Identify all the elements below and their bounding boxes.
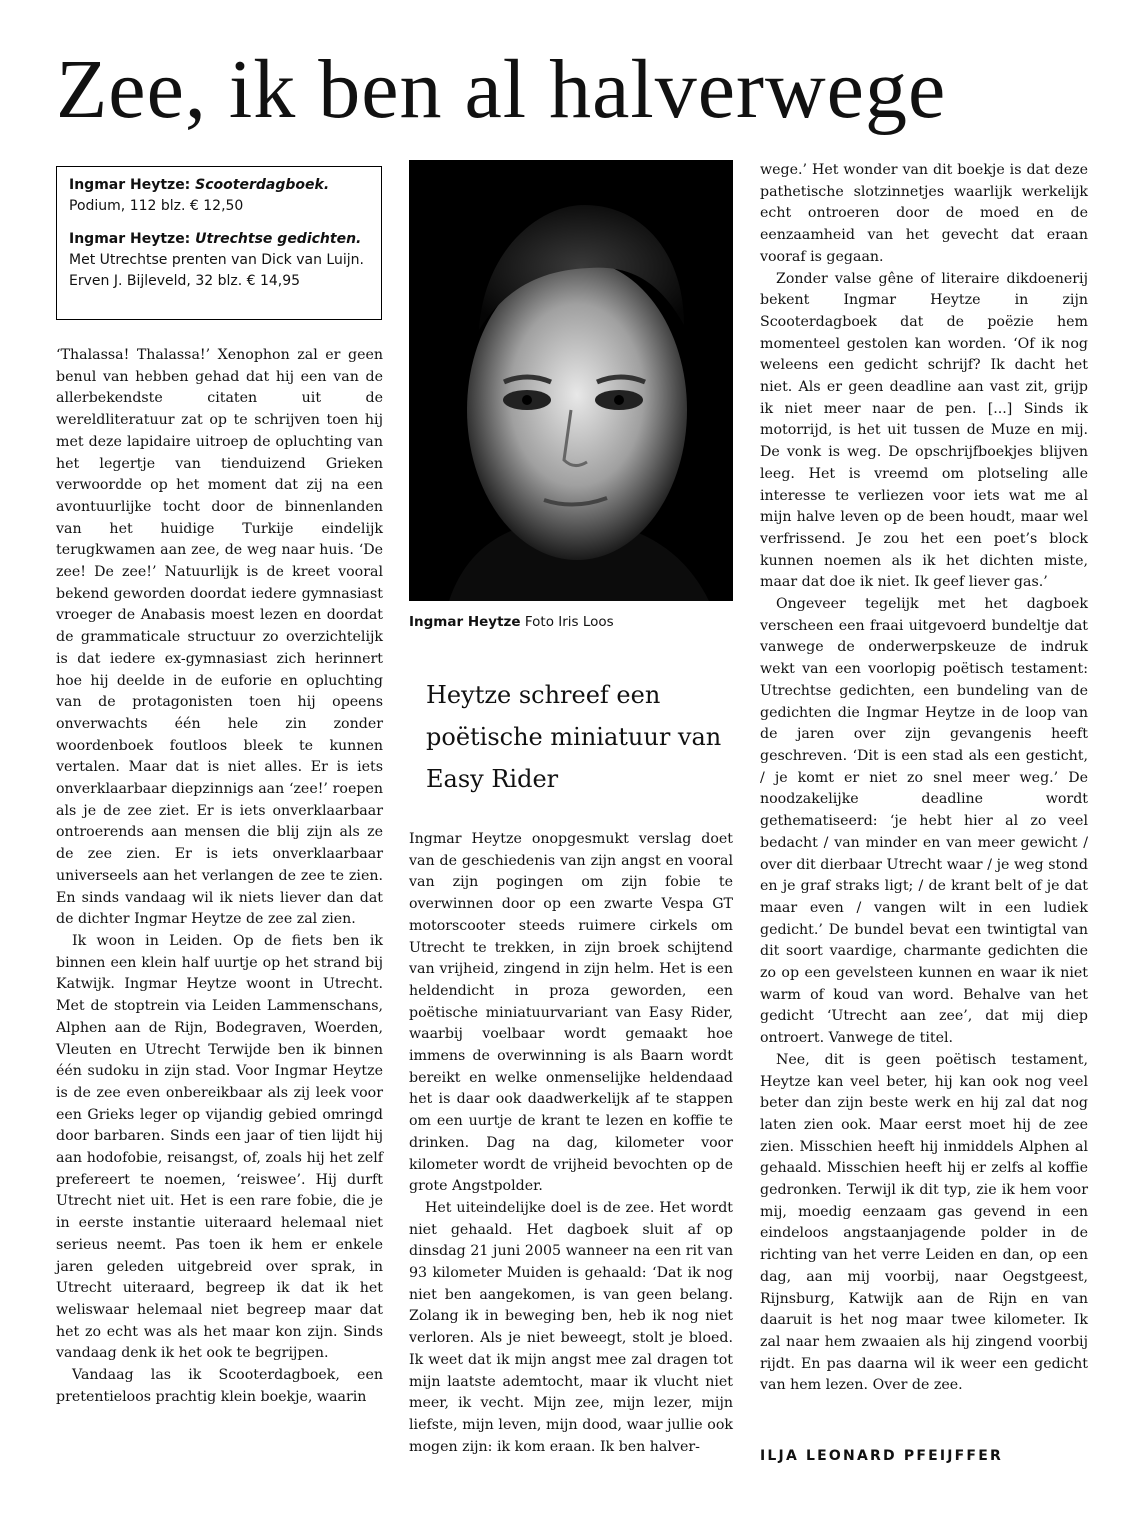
book2-title: Utrechtse gedichten. (195, 231, 362, 247)
author-photo (409, 160, 733, 601)
article-column-1 (56, 345, 383, 1408)
book1-title: Scooterdagboek. (195, 177, 330, 193)
article-column-2 (409, 829, 733, 1458)
author-byline: ILJA LEONARD PFEIJFFER (760, 1448, 1003, 1464)
book2-details: Met Utrechtse prenten van Dick van Luijn. Erven J. Bijleveld, 32 blz. € 14,95 (69, 252, 364, 289)
paragraph: Nee, dit is geen poëtisch testament, Heytze kan veel beter, hij kan ook nog veel beter dan zijn beste werk en hij zal dat nog laten zien ook. Maar eerst moet hij de zee zien. Misschien heeft hij inmiddels Alphen al gehaald. Misschien heeft hij er zelfs al koffie gedronken. Terwijl ik dit typ, zie ik hem voor mij, moedig eenzaam gas gevend in een eindeloos angstaanjagende polder in de richting van het verre Leiden en dan, op een dag, aan mij voorbij, naar Oegstgeest, Rijnsburg, Katwijk aan de Rijn en van daaruit is het nog maar twee kilometer. Ik zal naar hem zwaaien als hij zingend voorbij rijdt. En pas daarna wil ik weer een gedicht van hem lezen. Over de zee. (760, 1051, 1088, 1394)
paragraph: Ingmar Heytze onopgesmukt verslag doet van de geschiedenis van zijn angst en vooral van zijn pogingen om zijn fobie te overwinnen door op een zwarte Vespa GT motorscooter steeds ruimere cirkels om Utrecht te trekken, in zijn broek schijtend van vrijheid, zingend in zijn helm. Het is een heldendicht in proza geworden, een poëtische miniatuurvariant van Easy Rider, waarbij voelbaar wordt gemaakt hoe immens de overwinning is als Baarn wordt bereikt en welke onmenselijke heldendaad het is daar ook daadwerkelijk af te stappen om een uurtje de krant te lezen en koffie te drinken. Dag na dag, kilometer voor kilometer wordt de vrijheid bevochten op de grote Angstpolder. (409, 831, 733, 1195)
pull-quote: Heytze schreef een poëtische miniatuur van Easy Rider (426, 681, 722, 793)
book2-author: Ingmar Heytze: (69, 231, 196, 247)
caption-credit: Foto Iris Loos (520, 614, 614, 630)
photo-caption (409, 612, 733, 632)
paragraph: Ik woon in Leiden. Op de fiets ben ik binnen een klein half uurtje op het strand bij Katwijk. Ingmar Heytze woont in Utrecht. Met de stoptrein via Leiden Lammenschans, Alphen aan de Rijn, Bodegraven, Woerden, Vleuten en Utrecht Terwijde ben ik binnen één sudoku in zijn stad. Voor Ingmar Heytze is de zee even onbereikbaar als zij leek voor een Grieks leger op vijandig gebied omringd door barbaren. Sinds een jaar of tien lijdt hij aan hodofobie, reisangst, of, zoals hij het zelf prefereert te noemen, ‘reiswee’. Hij durft Utrecht niet uit. Het is een rare fobie, die je in eerste instantie uiteraard helemaal niet serieus neemt. Pas toen ik hem er enkele jaren geleden uitgebreid over sprak, in Utrecht uiteraard, begreep ik dat ik het weliswaar helemaal niet begreep maar dat het zo echt was als het maar kon zijn. Sinds vandaag denk ik het ook te begrijpen. (56, 932, 383, 1362)
portrait-image (409, 160, 733, 601)
paragraph: Ongeveer tegelijk met het dagboek verscheen een fraai uitgevoerd bundeltje dat vanwege de onderwerpskeuze de indruk wekt van een voorlopig poëtisch testament: Utrechtse gedichten, een bundeling van de gedichten die Ingmar Heytze in de loop van de jaren over zijn gevangenis heeft geschreven. ‘Dit is een stad als een gesticht, / je komt er niet zo snel meer weg.’ De noodzakelijke deadline wordt gethematiseerd: ‘je hebt hier al zo veel bedacht / van minder en van meer gewicht / over dit dierbaar Utrecht waar / je weg stond en je graf straks ligt; / de krant belt of je dat maar even / vangen wilt in een ludiek gedicht.’ De bundel bevat een twintigtal van dit soort vaardige, charmante gedichten die zo op een gevelsteen kunnen en waar ik niet warm of koud van word. Behalve van het gedicht ‘Utrecht aan zee’, dat mij diep ontroert. Vanwege de titel. (760, 596, 1088, 1047)
book1-author: Ingmar Heytze: (69, 177, 196, 193)
paragraph: Zonder valse gêne of literaire dikdoenerij bekent Ingmar Heytze in zijn Scooterdagboek dat de poëzie hem momenteel gestolen kan worden. ‘Of ik nog weleens een gedicht schrijf? Ik dacht het niet. Als er geen deadline aan vast zit, grijp ik niet meer naar de pen. [...] Sinds ik motorrijd, is het uit tussen de Muze en mij. De vonk is weg. De opschrijfboekjes blijven leeg. Het is vreemd om plotseling alle interesse te verliezen voor iets wat me al mijn halve leven op de been houdt, maar wel verfrissend. Je zou het een poet’s block kunnen noemen als ik het dichten miste, maar dat doe ik niet. Ik geef liever gas.’ (760, 270, 1088, 591)
caption-name: Ingmar Heytze (409, 614, 521, 630)
book-info-box (56, 166, 382, 320)
paragraph: ‘Thalassa! Thalassa!’ Xenophon zal er geen benul van hebben gehad dat hij een van de allerbekendste citaten uit de wereldliteratuur zat op te schrijven toen hij met deze lapidaire uitroep de opluchting van het legertje van tienduizend Grieken verwoordde op het moment dat zij na een avontuurlijke tocht door de binnenlanden van het huidige Turkije eindelijk terugkwamen aan zee, de weg naar huis. ‘De zee! De zee!’ Natuurlijk is de kreet vooral bekend geworden doordat iedere gymnasiast vroeger de Anabasis moest lezen en doordat de grammaticale structuur zo overzichtelijk is dat iedere ex-gymnasiast zich herinnert hoe hij deelde in de euforie en opluchting van de protagonisten toen hij opeens onverwachts één hele zin zonder woordenboek foutloos bleek te kunnen vertalen. Maar dat is niet alles. Er is iets onverklaarbaar diepzinnigs aan ‘zee!’ roepen als je de zee ziet. Er is iets onverklaarbaar ontroerends aan mensen die blij zijn als ze de zee zien. Er is iets onverklaarbaar universeels aan het verlangen de zee te zien. En sinds vandaag wil ik niets liever dan dat de dichter Ingmar Heytze de zee zal zien. (56, 347, 383, 928)
paragraph: Het uiteindelijke doel is de zee. Het wordt niet gehaald. Het dagboek sluit af op dinsdag 21 juni 2005 wanneer na een rit van 93 kilometer Muiden is gehaald: ‘Dat ik nog niet ben aangekomen, is van geen belang. Zolang ik in beweging ben, heb ik nog niet verloren. Als je niet beweegt, stolt je bloed. Ik weet dat ik mijn angst mee zal dragen tot mijn laatste ademtocht, maar ik vlucht niet meer, ik vecht. Mijn zee, mijn lezer, mijn liefste, mijn leven, mijn dood, waar jullie ook mogen zijn: ik kom eraan. Ik ben halver- (409, 1199, 733, 1455)
book1-details: Podium, 112 blz. € 12,50 (69, 198, 244, 214)
paragraph: Vandaag las ik Scooterdagboek, een pretentieloos prachtig klein boekje, waarin (56, 1367, 383, 1405)
headline: Zee, ik ben al halverwege (56, 43, 947, 136)
paragraph: wege.’ Het wonder van dit boekje is dat deze pathetische slotzinnetjes waarlijk werkelijk echt ontroeren door de moed en de eenzaamheid van het gevecht dat eraan vooraf is gegaan. (760, 162, 1088, 265)
article-column-3 (760, 160, 1088, 1397)
book-info-2 (69, 229, 369, 292)
book-info-1 (69, 175, 369, 217)
